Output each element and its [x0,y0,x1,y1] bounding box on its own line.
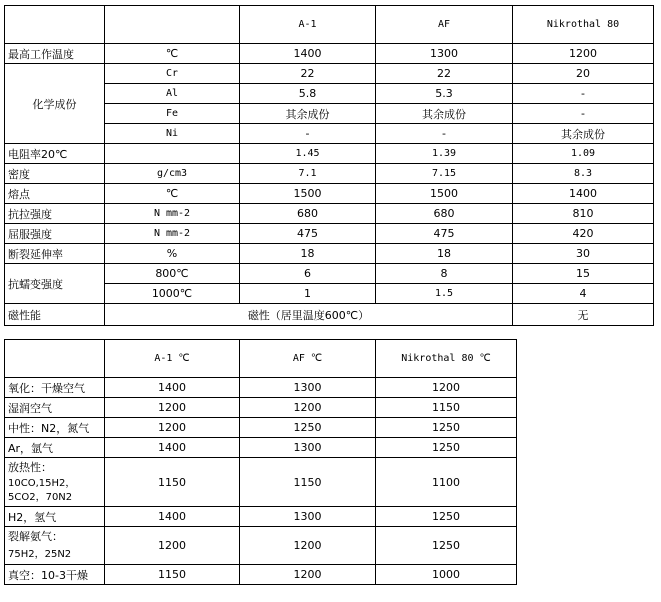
row-label: 断裂延伸率 [5,244,105,264]
unit-cell: % [105,244,240,264]
temp-cell: 1000℃ [105,284,240,304]
value-cell: 20 [513,64,654,84]
unit-cell: N mm-2 [105,224,240,244]
row-label: 中性：N2，氮气 [5,418,105,438]
row-label: 湿润空气 [5,398,105,418]
value-cell: 18 [240,244,376,264]
table-row [5,164,654,184]
value-cell: 30 [513,244,654,264]
value-cell: 1200 [240,565,376,585]
value-cell: 1150 [376,398,517,418]
header-cell-a1: A-1 [240,6,376,44]
value-cell: 1.09 [513,144,654,164]
value-cell: 1250 [240,418,376,438]
row-label: 化学成份 [5,64,105,144]
value-cell: 680 [376,204,513,224]
row-label: 密度 [5,164,105,184]
value-cell: 1400 [105,507,240,527]
element-cell: Al [105,84,240,104]
value-cell: 1250 [376,507,517,527]
row-label: 抗拉强度 [5,204,105,224]
element-cell: Ni [105,124,240,144]
table-row [5,184,654,204]
element-cell: Fe [105,104,240,124]
value-cell: 1250 [376,527,517,565]
header-cell-nikrothal: Nikrothal 80 ℃ [376,340,517,378]
value-cell: 8.3 [513,164,654,184]
value-cell: 680 [240,204,376,224]
table-row [5,304,654,326]
header-cell [5,6,105,44]
row-label-line: 10CO,15H2，5CO2，70N2 [8,478,76,503]
table-row [5,144,654,164]
row-label: 熔点 [5,184,105,204]
table-row [5,507,517,527]
value-cell: 420 [513,224,654,244]
value-cell: 1250 [376,438,517,458]
value-cell: 1.5 [376,284,513,304]
value-cell: 1200 [376,378,517,398]
value-cell: 1300 [240,378,376,398]
value-cell: 22 [376,64,513,84]
header-cell [5,340,105,378]
value-cell: 1200 [240,398,376,418]
value-cell: 7.15 [376,164,513,184]
table-header-row [5,340,517,378]
table-row [5,438,517,458]
table-row [5,527,517,565]
atmosphere-table [4,339,517,585]
merged-cell: 磁性（居里温度600℃） [105,304,513,326]
table-row [5,224,654,244]
header-cell [105,6,240,44]
value-cell: 1.39 [376,144,513,164]
table-row [5,398,517,418]
value-cell: 1400 [240,44,376,64]
table-row [5,378,517,398]
table-row [5,418,517,438]
value-cell: 22 [240,64,376,84]
header-cell-af: AF [376,6,513,44]
table-header-row [5,6,654,44]
properties-table [4,5,654,326]
value-cell: 1.45 [240,144,376,164]
value-cell: 1500 [376,184,513,204]
row-label: 抗蠕变强度 [5,264,105,304]
value-cell: 1400 [513,184,654,204]
value-cell: 6 [240,264,376,284]
table-row [5,244,654,264]
value-cell: 4 [513,284,654,304]
value-cell: 1300 [240,438,376,458]
value-cell: 8 [376,264,513,284]
table-row [5,458,517,507]
table-row [5,204,654,224]
row-label: 真空：10-3干燥 [5,565,105,585]
table-row [5,64,654,84]
table-row [5,565,517,585]
row-label-multiline [5,458,105,507]
unit-cell: ℃ [105,184,240,204]
row-label: Ar，氩气 [5,438,105,458]
value-cell: 1400 [105,438,240,458]
row-label: 磁性能 [5,304,105,326]
row-label-line: 75H2，25N2 [8,548,72,560]
row-label-multiline [5,527,105,565]
table-row [5,44,654,64]
value-cell: 1150 [105,458,240,507]
value-cell: 1150 [240,458,376,507]
header-cell-a1: A-1 ℃ [105,340,240,378]
header-cell-af: AF ℃ [240,340,376,378]
value-cell: 1200 [105,418,240,438]
value-cell: 1400 [105,378,240,398]
unit-cell: ℃ [105,44,240,64]
header-cell-nikrothal: Nikrothal 80 [513,6,654,44]
value-cell: 1200 [105,398,240,418]
value-cell: 475 [240,224,376,244]
row-label: 屈服强度 [5,224,105,244]
row-label: H2，氢气 [5,507,105,527]
value-cell: 5.8 [240,84,376,104]
table-row [5,264,654,284]
value-cell: 1200 [105,527,240,565]
value-cell: 1100 [376,458,517,507]
unit-cell [105,144,240,164]
value-cell: - [513,84,654,104]
value-cell: 1250 [376,418,517,438]
value-cell: 无 [513,304,654,326]
value-cell: 18 [376,244,513,264]
unit-cell: N mm-2 [105,204,240,224]
value-cell: 1300 [240,507,376,527]
value-cell: 1200 [240,527,376,565]
value-cell: 其余成份 [240,104,376,124]
value-cell: 1150 [105,565,240,585]
temp-cell: 800℃ [105,264,240,284]
value-cell: 1000 [376,565,517,585]
value-cell: 其余成份 [376,104,513,124]
row-label: 最高工作温度 [5,44,105,64]
element-cell: Cr [105,64,240,84]
value-cell: 1200 [513,44,654,64]
value-cell: 1300 [376,44,513,64]
value-cell: - [240,124,376,144]
value-cell: 1 [240,284,376,304]
value-cell: 7.1 [240,164,376,184]
value-cell: 810 [513,204,654,224]
value-cell: - [513,104,654,124]
row-label-line: 放热性： [8,461,52,474]
value-cell: 5.3 [376,84,513,104]
value-cell: 1500 [240,184,376,204]
row-label: 电阻率20℃ [5,144,105,164]
row-label-line: 裂解氨气： [8,529,63,543]
value-cell: 475 [376,224,513,244]
value-cell: 其余成份 [513,124,654,144]
row-label: 氧化：干燥空气 [5,378,105,398]
value-cell: 15 [513,264,654,284]
unit-cell: g/cm3 [105,164,240,184]
value-cell: - [376,124,513,144]
